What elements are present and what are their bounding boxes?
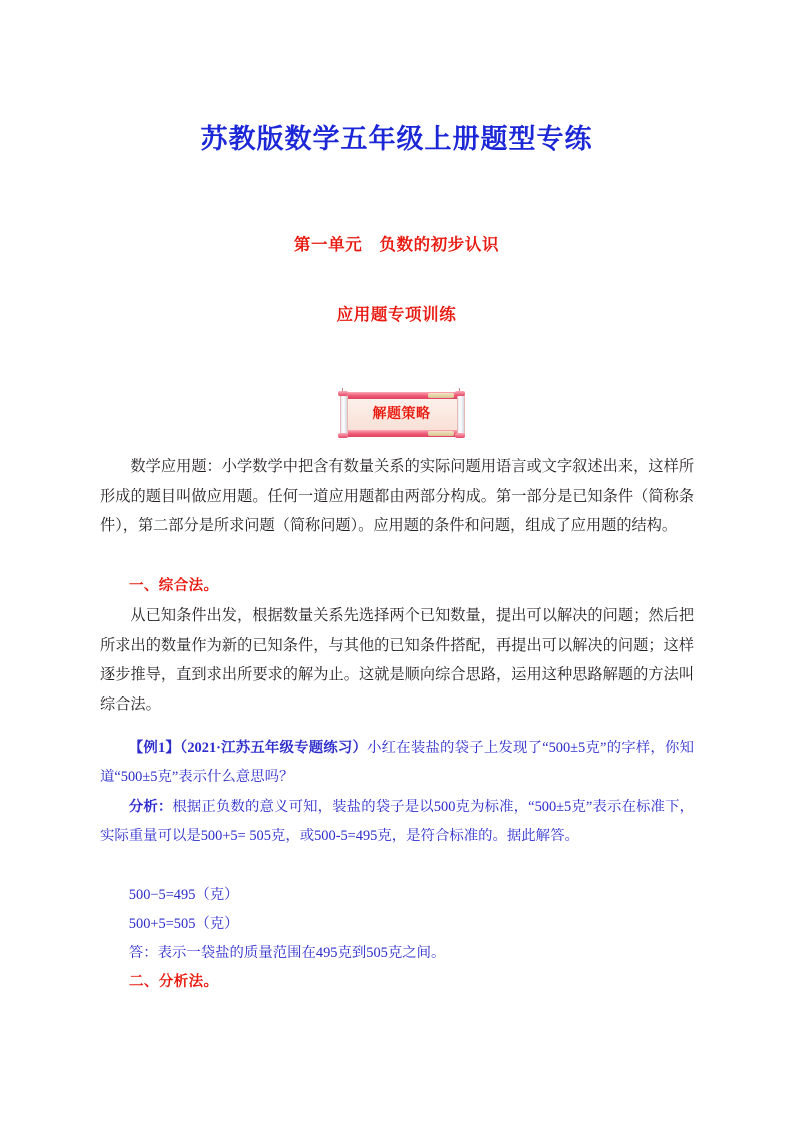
- calculation-line-1: 500−5=495（克）: [128, 887, 239, 903]
- document-title: 苏教版数学五年级上册题型专练: [200, 124, 593, 155]
- answer-line: 答：表示一袋盐的质量范围在495克到505克之间。: [128, 945, 446, 961]
- rod-shaft-right: [457, 394, 465, 437]
- example-one-question: 小红在装盐的袋子上发现了“500±5克”的字样，你知道“500±5克”表示什么意思吗？: [100, 740, 694, 785]
- example-one-label: 【例1】（2021·江苏五年级专题练习）: [128, 740, 368, 756]
- unit-title: 第一单元 负数的初步认识: [293, 235, 500, 254]
- calculation-line-2: 500+5=505（克）: [128, 916, 239, 932]
- example-one-block: [100, 734, 694, 792]
- analysis-block: [100, 793, 694, 851]
- method-one-heading: 一、综合法。: [129, 578, 219, 594]
- intro-paragraph: 数学应用题：小学数学中把含有数量关系的实际问题用语言或文字叙述出来，这样所形成的题目叫做应用题。任何一道应用题都由两部分构成。第一部分是已知条件（简称条件），第二部分是所求问题（简称问题）。应用题的条件和问题，组成了应用题的结构。: [100, 458, 694, 534]
- analysis-text: 根据正负数的意义可知，装盐的袋子是以500克为标准，“500±5克”表示在标准下，实际重量可以是500+5= 505克，或500-5=495克，是符合标准的。据此解答。: [100, 799, 694, 844]
- section-title: 应用题专项训练: [336, 305, 457, 324]
- method-two-heading: 二、分析法。: [129, 974, 219, 990]
- analysis-label: 分析：: [128, 799, 173, 815]
- method-one-paragraph: 从已知条件出发，根据数量关系先选择两个已知数量，提出可以解决的问题；然后把所求出的数量作为新的已知条件，与其他的已知条件搭配，再提出可以解决的问题；这样逐步推导，直到求出所要求的解为止。这就是顺向综合思路，运用这种思路解题的方法叫综合法。: [100, 607, 694, 713]
- scroll-banner-label: 解题策略: [372, 406, 431, 422]
- scroll-banner: [333, 389, 470, 439]
